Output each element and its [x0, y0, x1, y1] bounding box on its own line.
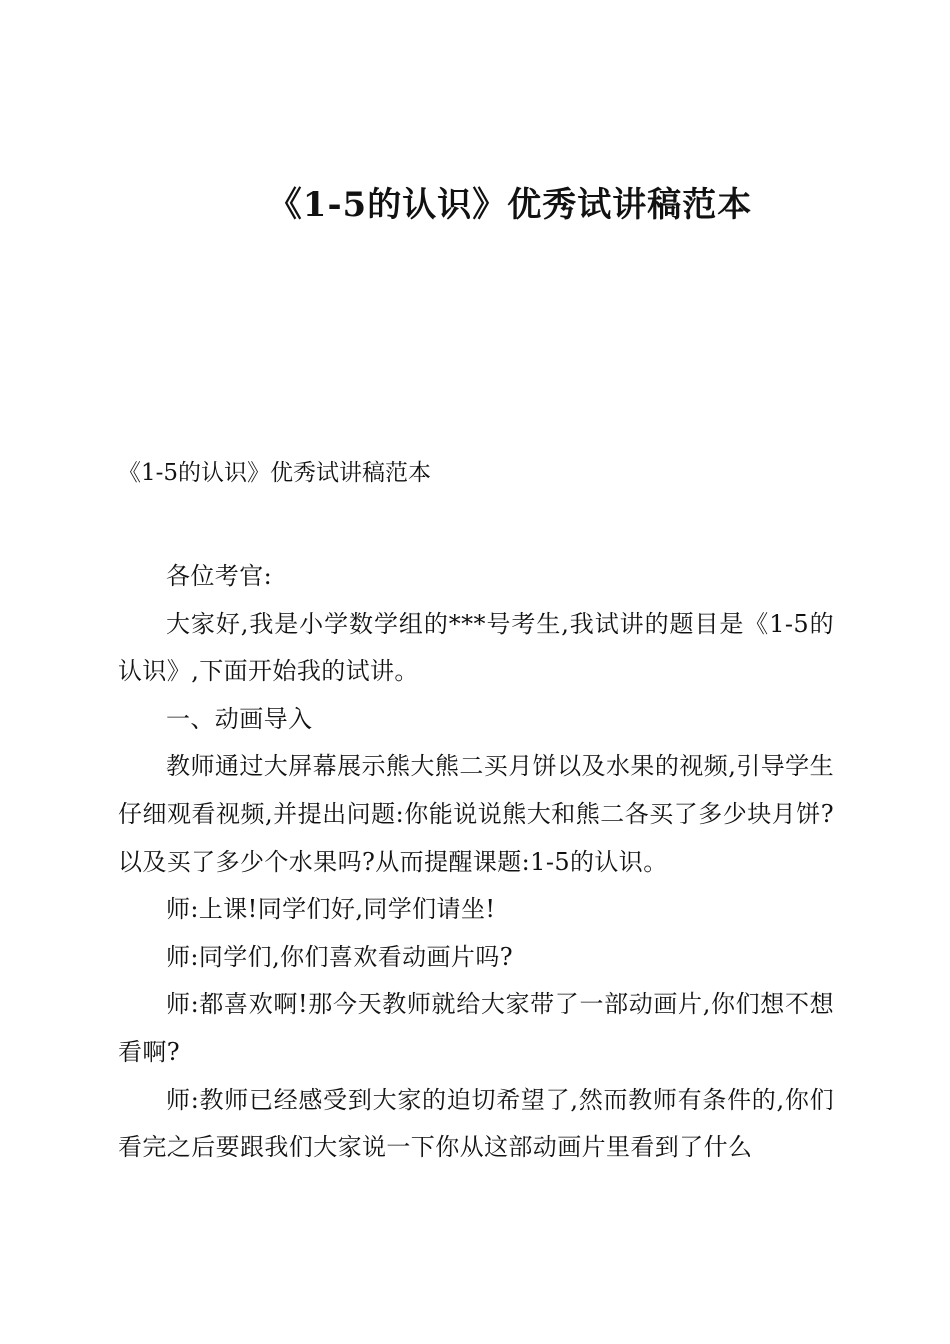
section-heading-animation-intro: 一、动画导入 — [166, 704, 313, 733]
document-body — [118, 553, 834, 1172]
paragraph-cartoon-offer: 师:都喜欢啊!那今天教师就给大家带了一部动画片,你们想不想看啊? — [118, 990, 834, 1066]
document-title: 《1-5的认识》优秀试讲稿范本 — [267, 185, 753, 225]
paragraph-intro: 大家好,我是小学数学组的***号考生,我试讲的题目是《1-5的认识》,下面开始我的试讲。 — [118, 609, 834, 686]
paragraph-cartoon-condition: 师:教师已经感受到大家的迫切希望了,然而教师有条件的,你们看完之后要跟我们大家说一下你从这部动画片里看到了什么 — [118, 1085, 834, 1162]
paragraph-cartoon-question: 师:同学们,你们喜欢看动画片吗? — [166, 942, 513, 971]
paragraph-greeting: 各位考官: — [166, 562, 273, 590]
paragraph-class-start: 师:上课!同学们好,同学们请坐! — [166, 895, 496, 924]
paragraph-teacher-video: 教师通过大屏幕展示熊大熊二买月饼以及水果的视频,引导学生仔细观看视频,并提出问题:你能说说熊大和熊二各买了多少块月饼?以及买了多少个水果吗?从而提醒课题:1-5的认识。 — [118, 752, 834, 876]
document-subtitle: 《1-5的认识》优秀试讲稿范本 — [118, 460, 432, 486]
